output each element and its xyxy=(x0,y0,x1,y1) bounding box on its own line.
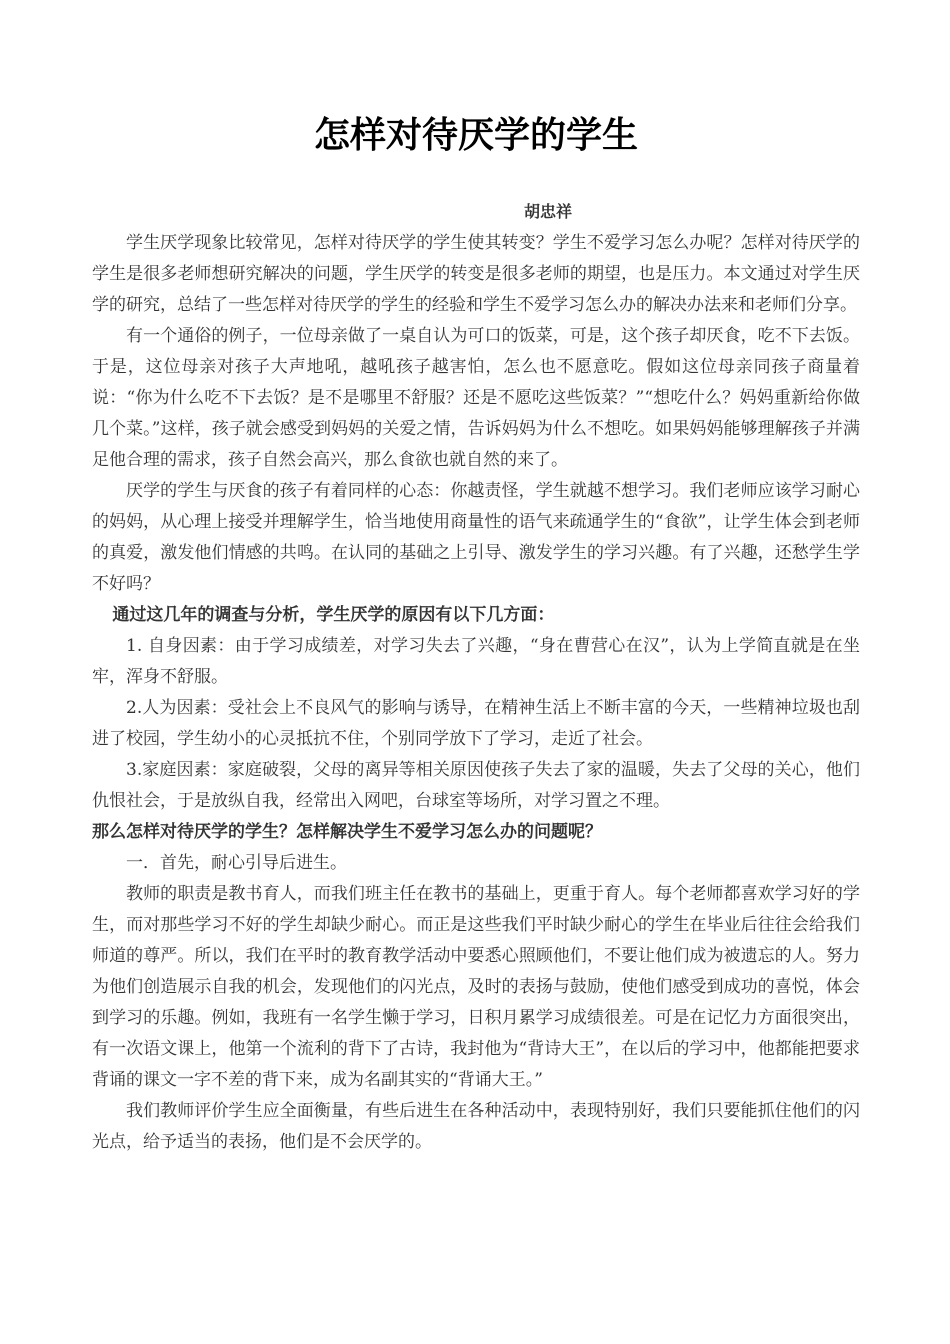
paragraph-example: 有一个通俗的例子，一位母亲做了一桌自认为可口的饭菜，可是，这个孩子却厌食，吃不下去饭。于是，这位母亲对孩子大声地吼，越吼孩子越害怕，怎么也不愿意吃。假如这位母亲同孩子商量着说：“你为什么吃不下去饭？是不是哪里不舒服？还是不愿吃这些饭菜？”“想吃什么？妈妈重新给你做几个菜。”这样，孩子就会感受到妈妈的关爱之情，告诉妈妈为什么不想吃。如果妈妈能够理解孩子并满足他合理的需求，孩子自然会高兴，那么食欲也就自然的来了。 xyxy=(92,326,860,470)
paragraph-analogy: 厌学的学生与厌食的孩子有着同样的心态：你越责怪，学生就越不想学习。我们老师应该学习耐心的妈妈，从心理上接受并理解学生，恰当地使用商量性的语气来疏通学生的“食欲”，让学生体会到老师的真爱，激发他们情感的共鸣。在认同的基础之上引导、激发学生的学习兴趣。有了兴趣，还愁学生学不好吗？ xyxy=(92,481,860,594)
paragraph-evaluation: 我们教师评价学生应全面衡量，有些后进生在各种活动中，表现特别好，我们只要能抓住他们的闪光点，给予适当的表扬，他们是不会厌学的。 xyxy=(92,1101,860,1152)
paragraph-teacher-duty: 教师的职责是教书育人，而我们班主任在教书的基础上，更重于育人。每个老师都喜欢学习好的学生，而对那些学习不好的学生却缺少耐心。而正是这些我们平时缺少耐心的学生在毕业后往往会给我们师道的尊严。所以，我们在平时的教育教学活动中要悉心照顾他们，不要让他们成为被遗忘的人。努力为他们创造展示自我的机会，发现他们的闪光点，及时的表扬与鼓励，使他们感受到成功的喜悦，体会到学习的乐趣。例如，我班有一名学生懒于学习，日积月累学习成绩很差。可是在记忆力方面很突出，有一次语文课上，他第一个流利的背下了古诗，我封他为“背诗大王”，在以后的学习中，他都能把要求背诵的课文一字不差的背下来，成为名副其实的“背诵大王。” xyxy=(92,884,860,1090)
document-title: 怎样对待厌学的学生 xyxy=(313,115,638,156)
document-page xyxy=(92,0,860,1158)
cause-item-2: 2.人为因素：受社会上不良风气的影响与诱导，在精神生活上不断丰富的今天，一些精神垃圾也刮进了校园，学生幼小的心灵抵抗不住，个别同学放下了学习，走近了社会。 xyxy=(92,698,860,749)
paragraph-intro: 学生厌学现象比较常见，怎样对待厌学的学生使其转变？学生不爱学习怎么办呢？怎样对待厌学的学生是很多老师想研究解决的问题，学生厌学的转变是很多老师的期望，也是压力。本文通过对学生厌学的研究，总结了一些怎样对待厌学的学生的经验和学生不爱学习怎么办的解决办法来和老师们分享。 xyxy=(92,233,860,315)
section-heading-causes: 通过这几年的调查与分析，学生厌学的原因有以下几方面： xyxy=(112,605,555,625)
section-heading-solutions: 那么怎样对待厌学的学生？怎样解决学生不爱学习怎么办的问题呢？ xyxy=(92,822,602,842)
cause-item-3: 3.家庭因素：家庭破裂，父母的离异等相关原因使孩子失去了家的温暖，失去了父母的关心，他们仇恨社会，于是放纵自我，经常出入网吧，台球室等场所，对学习置之不理。 xyxy=(92,760,860,811)
author-name: 胡忠祥 xyxy=(524,202,573,221)
cause-item-1: 1. 自身因素：由于学习成绩差，对学习失去了兴趣，“身在曹营心在汉”，认为上学简直就是在坐牢，浑身不舒服。 xyxy=(92,636,860,687)
subheading-patience: 一．首先，耐心引导后进生。 xyxy=(126,853,347,873)
